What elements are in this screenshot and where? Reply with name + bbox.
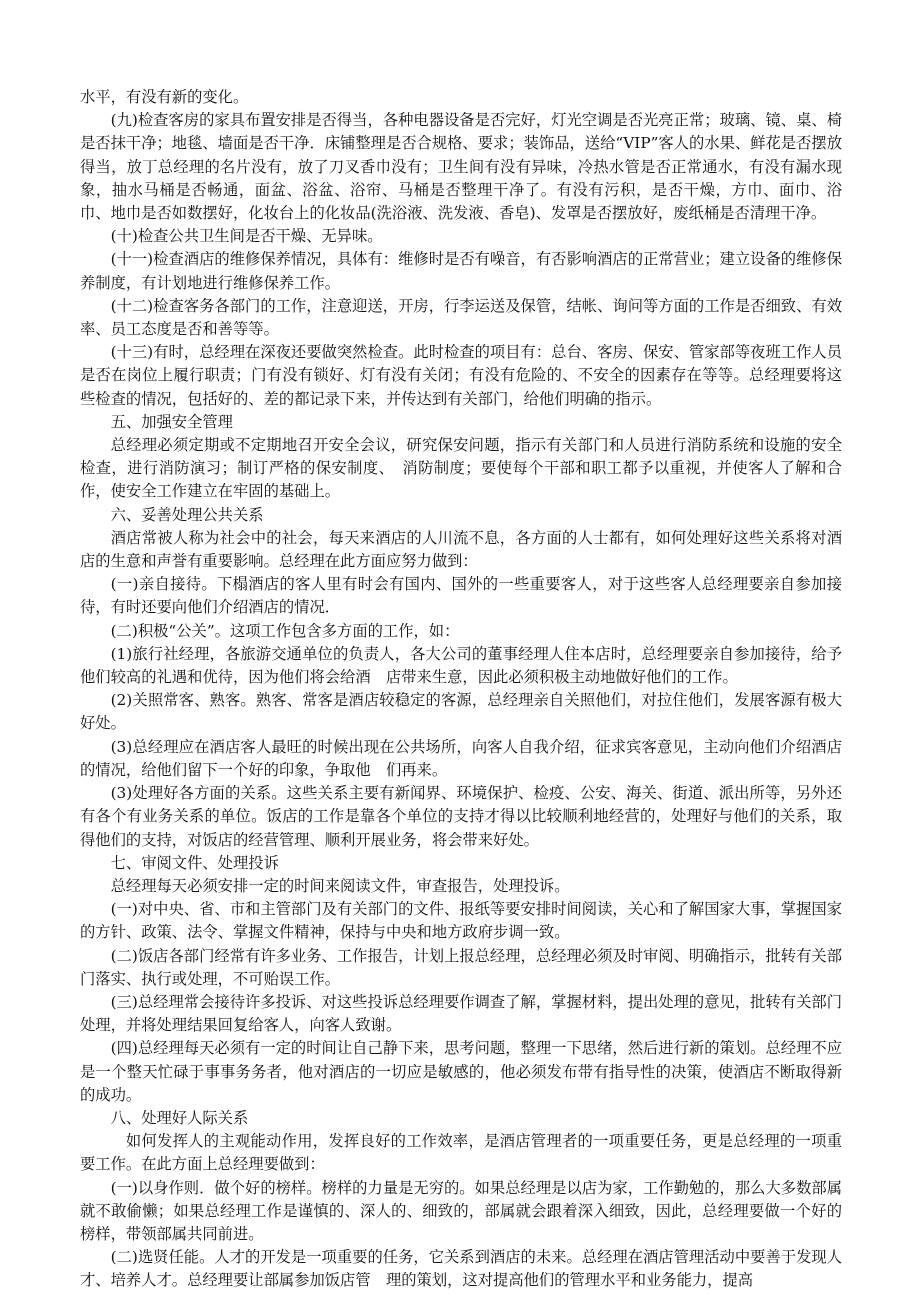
paragraph-item-12: (十二)检查客务各部门的工作，注意迎送，开房，行李运送及保管，结帐、询问等方面的工作是否细致、有效率、员工态度是否和善等等。 [80, 296, 842, 339]
paragraph-item-10: (十)检查公共卫生间是否干燥、无异味。 [110, 227, 383, 246]
section-heading-security: 五、加强安全管理 [110, 412, 233, 431]
paragraph-item-9: (九)检查客房的家具布置安排是否得当，各种电器设备是否完好，灯光空调是否光亮正常；玻璃、镜、桌、椅是否抹干净；地毯、墙面是否干净．床铺整理是否合规格、要求；装饰品，送给“VIP”客人的水果、鲜花是否摆放得当，放丁总经理的名片没有，放了刀叉香巾没有；卫生间有没有异味，冷热水管是否正常通水，有没有漏水现象，抽水马桶是否畅通，面盆、浴盆、浴帘、马桶是否整理干净了。有没有污积，是否干燥，方巾、面巾、浴巾、地巾是否如数摆好，化妆台上的化妆品(洗浴液、洗发液、香皂)、发罩是否摆放好，废纸桶是否清理干净。 [80, 111, 842, 223]
paragraph-doc-item-4: (四)总经理每天必须有一定的时间让自己静下来，思考问题，整理一下思绪，然后进行新的策划。总经理不应是一个整天忙碌于事事务务者，他对酒店的一切应是敏感的，他必须发布带有指导性的决策，使酒店不断取得新的成功。 [80, 1039, 842, 1104]
paragraph-security-body: 总经理必须定期或不定期地召开安全会议，研究保安问题，指示有关部门和人员进行消防系统和设施的安全检查，进行消防演习；制订严格的保安制度、 消防制度；要使每个干部和职工都予以重视，并使客人了解和合作，使安全工作建立在牢固的基础上。 [80, 436, 842, 501]
paragraph-doc-item-3: (三)总经理常会接待许多投诉、对这些投诉总经理要作调查了解，掌握材料，提出处理的意见，批转有关部门处理，并将处理结果回复给客人，向客人致谢。 [80, 992, 842, 1035]
section-heading-interpersonal: 八、处理好人际关系 [110, 1108, 249, 1127]
paragraph-pr-sub-3b: (3)处理好各方面的关系。这些关系主要有新闻界、环境保护、检疫、公安、海关、街道、派出所等，另外还有各个有业务关系的单位。饭店的工作是靠各个单位的支持才得以比较顺利地经营的，处理好与他们的关系，取得他们的支持，对饭店的经营管理、顺利开展业务，将会带来好处。 [80, 784, 842, 849]
paragraph-item-11: (十一)检查酒店的维修保养情况，具体有：维修时是否有噪音，有否影响酒店的正常营业；建立设备的维修保养制度，有计划地进行维修保养工作。 [80, 250, 842, 292]
paragraph-doc-item-2: (二)饭店各部门经常有许多业务、工作报告，计划上报总经理，总经理必须及时审阅、明确指示，批转有关部门落实、执行或处理，不可贻误工作。 [80, 946, 842, 988]
paragraph-pr-sub-1: (1)旅行社经理，各旅游交通单位的负责人，各大公司的董事经理人住本店时，总经理要亲自参加接待，给予他们较高的礼遇和优待，因为他们将会给酒 店带来生意，因此必须积极主动地做好他们的工作。 [80, 644, 842, 687]
paragraph-interpersonal-body: 如何发挥人的主观能动作用，发挥良好的工作效率，是酒店管理者的一项重要任务，更是总经理的一项重要工作。在此方面上总经理要做到： [80, 1132, 842, 1174]
paragraph-ip-item-1: (一)以身作则．做个好的榜样。榜样的力量是无穷的。如果总经理是以店为家，工作勤勉的，那么大多数部属就不敢偷懒；如果总经理工作是谨慎的、深人的、细致的，部属就会跟着深入细致，因此，总经理要做一个好的榜样，带领部属共同前进。 [80, 1178, 842, 1243]
section-heading-public-relations: 六、妥善处理公共关系 [110, 505, 264, 524]
paragraph-public-relations-body: 酒店常被人称为社会中的社会，每天来酒店的人川流不息，各方面的人士都有，如何处理好这些关系将对酒店的生意和声誉有重要影响。总经理在此方面应努力做到： [80, 528, 842, 571]
section-heading-documents: 七、审阅文件、处理投诉 [110, 853, 279, 872]
paragraph-ip-item-2: (二)选贤任能。人才的开发是一项重要的任务，它关系到酒店的未来。总经理在酒店管理活动中要善于发现人才、培养人才。总经理要让部属参加饭店管 理的策划，这对提高他们的管理水平和业务能力，提高 [80, 1248, 842, 1290]
paragraph-continuation: 水平，有没有新的变化。 [80, 88, 249, 106]
paragraph-doc-item-1: (一)对中央、省、市和主管部门及有关部门的文件、报纸等要安排时间阅读，关心和了解国家大事，掌握国家的方针、政策、法令、掌握文件精神，保持与中央和地方政府步调一致。 [80, 900, 842, 942]
paragraph-pr-sub-2: (2)关照常客、熟客。熟客、常客是酒店较稳定的客源，总经理亲自关照他们，对拉住他们，发展客源有极大好处。 [80, 691, 842, 733]
paragraph-pr-item-2: (二)积极“公关”。这项工作包含多方面的工作，如： [110, 621, 460, 640]
paragraph-pr-sub-3: (3)总经理应在酒店客人最旺的时候出现在公共场所，向客人自我介绍，征求宾客意见，主动向他们介绍酒店的情况，给他们留下一个好的印象，争取他 们再来。 [80, 737, 842, 779]
paragraph-item-13: (十三)有时，总经理在深夜还要做突然检查。此时检查的项目有：总台、客房、保安、管家部等夜班工作人员是否在岗位上履行职责；门有没有锁好、灯有没有关闭；有没有危险的、不安全的因素存在等等。总经理要将这些检查的情况，包括好的、差的都记录下来，并传达到有关部门，给他们明确的指示。 [80, 343, 842, 408]
paragraph-pr-item-1: (一)亲自接待。下榻酒店的客人里有时会有国内、国外的一些重要客人，对于这些客人总经理要亲自参加接待，有时还要向他们介绍酒店的情况． [80, 575, 842, 617]
paragraph-documents-body: 总经理每天必须安排一定的时间来阅读文件，审查报告，处理投诉。 [110, 876, 570, 895]
